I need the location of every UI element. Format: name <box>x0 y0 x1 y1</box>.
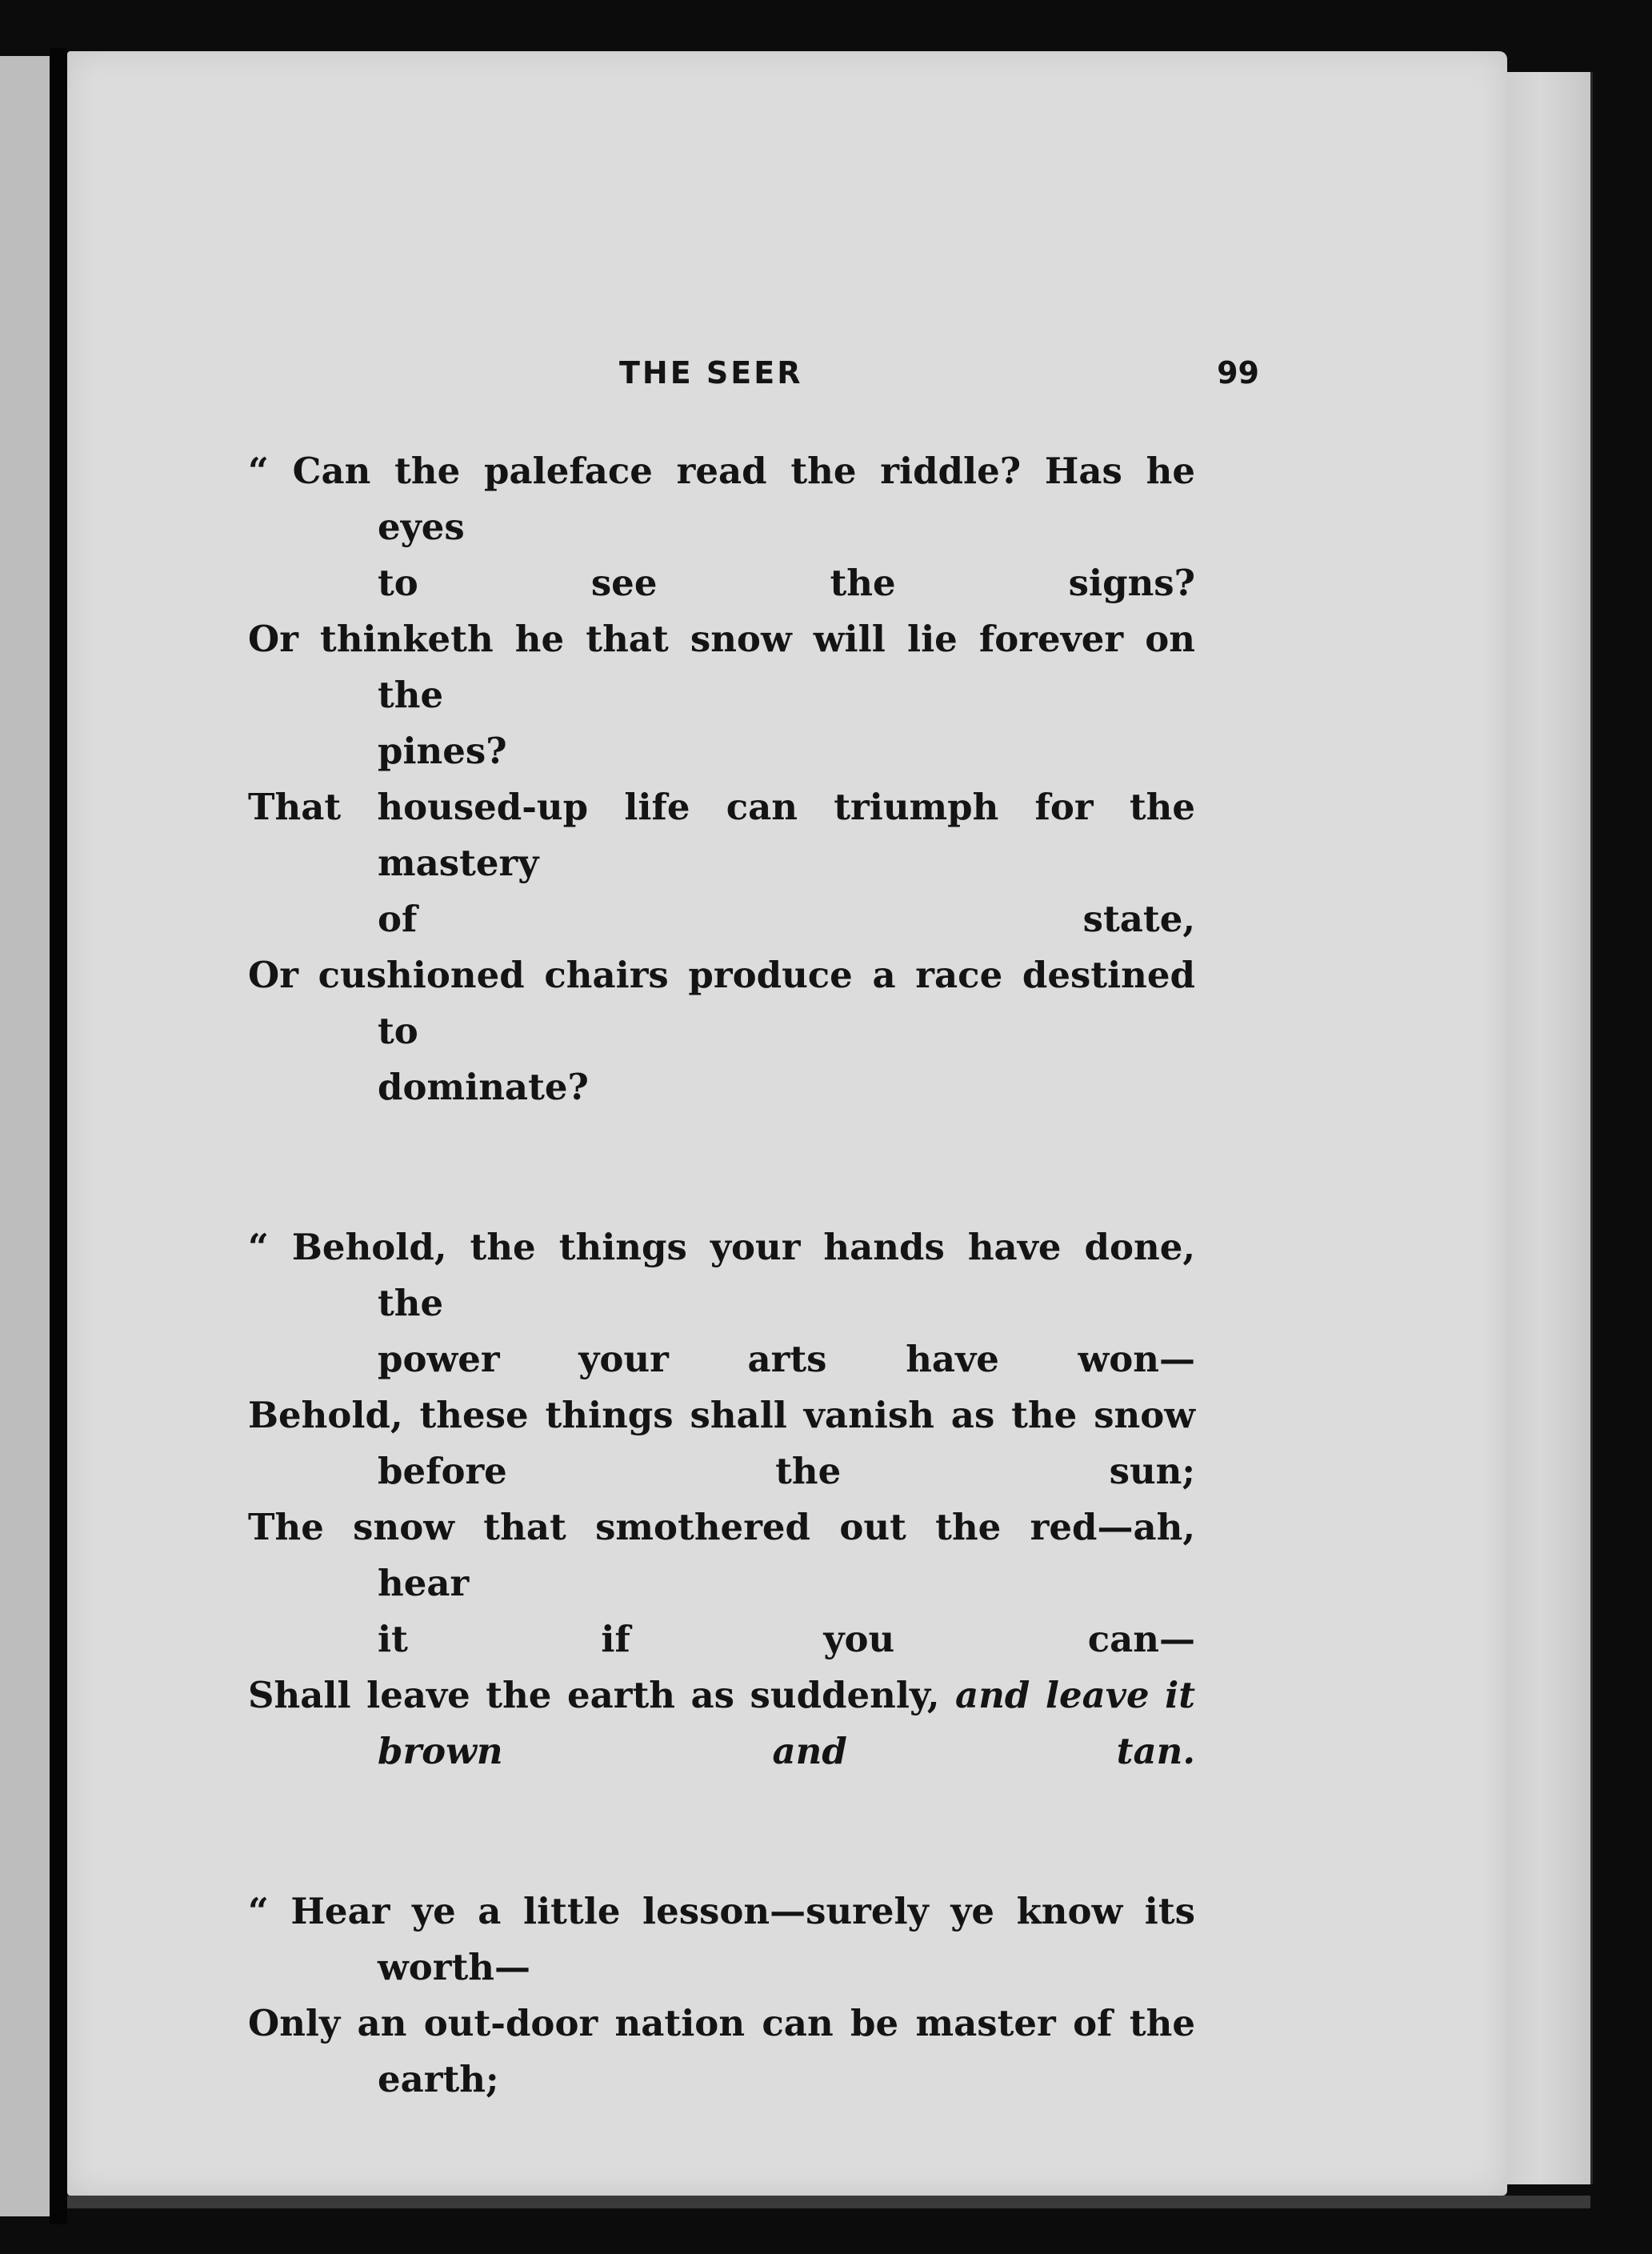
verse-line-turnover: pines? <box>378 730 507 772</box>
verse-line-turnover: earth; <box>378 2058 499 2100</box>
verse-line <box>248 1387 1195 1499</box>
verse-line-first: That housed-up life can triumph for the mastery <box>248 786 1195 884</box>
poem-body <box>248 443 1195 2108</box>
verse-line-turnover: it if you can— <box>378 1618 1195 1660</box>
stanza-2 <box>248 1219 1195 1780</box>
verse-line-turnover-italic: brown and tan. <box>378 1730 1195 1772</box>
verse-line <box>248 947 1195 1115</box>
verse-line <box>248 1884 1195 1996</box>
verse-line-first: Or thinketh he that snow will lie forever on the <box>248 618 1195 716</box>
verse-line <box>248 1219 1195 1387</box>
book-page <box>67 51 1507 2196</box>
verse-line-turnover: power your arts have won— <box>378 1338 1195 1380</box>
running-head-title: THE SEER <box>619 355 803 390</box>
verse-line-turnover: dominate? <box>378 1066 589 1108</box>
verse-line-first-regular: Shall leave the earth as suddenly, <box>248 1674 956 1716</box>
facing-page-sliver <box>0 56 50 2216</box>
verse-line-first: Behold, these things shall vanish as the snow <box>248 1394 1195 1436</box>
verse-line-first: “ Behold, the things your hands have done, the <box>248 1226 1195 1324</box>
verse-line-first: Only an out-door nation can be master of the <box>248 2002 1195 2044</box>
stanza-1 <box>248 443 1195 1115</box>
verse-line-turnover: of state, <box>378 898 1195 940</box>
verse-line-turnover: before the sun; <box>378 1450 1195 1492</box>
verse-line <box>248 611 1195 779</box>
page-bottom-edge <box>67 2196 1590 2208</box>
verse-line-first: “ Can the paleface read the riddle? Has he eyes <box>248 450 1195 548</box>
verse-line-first-italic: and leave it <box>955 1674 1195 1716</box>
verse-line-turnover: worth— <box>378 1946 530 1988</box>
verse-line <box>248 1996 1195 2108</box>
verse-line-turnover: to see the signs? <box>378 562 1195 604</box>
verse-line <box>248 443 1195 611</box>
verse-line <box>248 1667 1195 1780</box>
page-fore-edge <box>1507 72 1593 2184</box>
running-head <box>67 355 1507 403</box>
verse-line-first: “ Hear ye a little lesson—surely ye know its <box>248 1890 1195 1932</box>
verse-line <box>248 779 1195 947</box>
book-gutter <box>50 48 67 2224</box>
verse-line <box>248 1499 1195 1667</box>
verse-line-first: Or cushioned chairs produce a race destined to <box>248 954 1195 1052</box>
page-number: 99 <box>1217 355 1259 390</box>
stanza-3 <box>248 1884 1195 2108</box>
verse-line-first: The snow that smothered out the red—ah, hear <box>248 1506 1195 1604</box>
